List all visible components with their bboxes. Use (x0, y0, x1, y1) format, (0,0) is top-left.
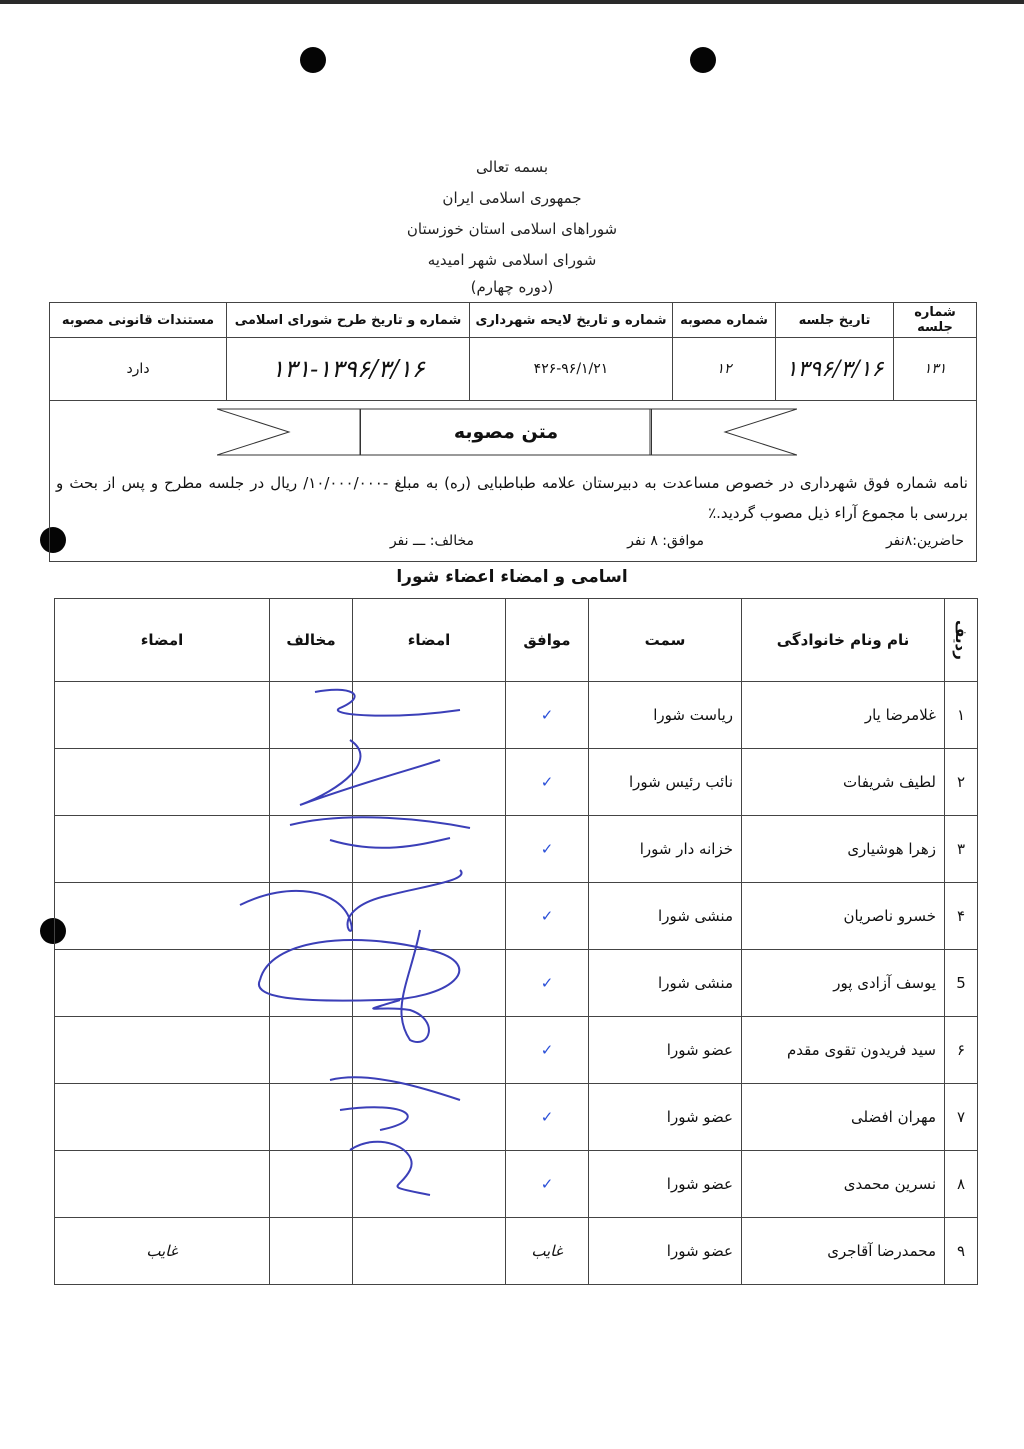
member-agree-mark: ✓ (506, 1017, 589, 1084)
member-disagree-mark (270, 883, 353, 950)
member-role: ریاست شورا (589, 682, 742, 749)
member-agree-mark: ✓ (506, 883, 589, 950)
members-table (54, 598, 978, 1285)
col-agree: موافق (506, 599, 589, 682)
member-name: مهران افضلی (742, 1084, 945, 1151)
col-resolution-number: شماره مصوبه (673, 303, 776, 338)
member-disagree-signature (55, 1084, 270, 1151)
col-role: سمت (589, 599, 742, 682)
member-disagree-signature (55, 950, 270, 1017)
council-plan-number: ۱۳۱-۱۳۹۶/۳/۱۶ (227, 338, 470, 401)
col-row: ردیف (945, 599, 978, 682)
member-role: عضو شورا (589, 1084, 742, 1151)
member-row (55, 1017, 978, 1084)
member-name: خسرو ناصریان (742, 883, 945, 950)
member-row-number: ۹ (945, 1218, 978, 1285)
member-agree-mark: ✓ (506, 816, 589, 883)
member-disagree-mark (270, 1017, 353, 1084)
header-line: (دوره چهارم) (470, 278, 554, 296)
resolution-title: متن مصوبه (360, 409, 652, 455)
member-disagree-signature (55, 816, 270, 883)
info-header-row (50, 303, 977, 338)
member-row-number: ۲ (945, 749, 978, 816)
resolution-number: ۱۲ (673, 338, 776, 401)
member-agree-mark: ✓ (506, 950, 589, 1017)
member-row-number: ۷ (945, 1084, 978, 1151)
col-legal-basis: مستندات قانونی مصوبه (50, 303, 227, 338)
member-row-number: ۳ (945, 816, 978, 883)
member-name: سید فریدون تقوی مقدم (742, 1017, 945, 1084)
page-top-edge (0, 0, 1024, 4)
member-row (55, 1218, 978, 1285)
member-name: لطیف شریفات (742, 749, 945, 816)
letterhead (312, 152, 712, 298)
member-disagree-signature (55, 1017, 270, 1084)
col-session-number: شماره جلسه (894, 303, 977, 338)
member-agree-signature (353, 816, 506, 883)
member-role: عضو شورا (589, 1151, 742, 1218)
member-name: محمدرضا آقاجری (742, 1218, 945, 1285)
member-agree-mark: ✓ (506, 682, 589, 749)
member-row (55, 950, 978, 1017)
col-name: نام ونام خانوادگی (742, 599, 945, 682)
info-value-row (50, 338, 977, 401)
member-disagree-mark (270, 682, 353, 749)
member-disagree-mark (270, 1218, 353, 1285)
member-role: خزانه دار شورا (589, 816, 742, 883)
member-row (55, 749, 978, 816)
member-role: عضو شورا (589, 1218, 742, 1285)
session-info-table (49, 302, 977, 401)
member-agree-mark: غایب (506, 1218, 589, 1285)
member-agree-signature (353, 1017, 506, 1084)
member-agree-mark: ✓ (506, 1151, 589, 1218)
member-disagree-signature (55, 1151, 270, 1218)
present-count: حاضرین:۸نفر (885, 533, 964, 549)
header-line: جمهوری اسلامی ایران (442, 189, 582, 207)
col-agree-sign: امضاء (353, 599, 506, 682)
members-title: اسامی و امضاء اعضاء شورا (396, 567, 628, 587)
member-disagree-mark (270, 950, 353, 1017)
member-row-number: ۱ (945, 682, 978, 749)
agree-count: موافق: ۸ نفر (627, 533, 704, 549)
member-row-number: ۸ (945, 1151, 978, 1218)
member-role: نائب رئیس شورا (589, 749, 742, 816)
member-row (55, 682, 978, 749)
member-name: زهرا هوشیاری (742, 816, 945, 883)
member-disagree-signature (55, 749, 270, 816)
member-row (55, 1151, 978, 1218)
member-agree-mark: ✓ (506, 1084, 589, 1151)
members-header-row (55, 599, 978, 682)
disagree-count: مخالف: ـــ نفر (389, 533, 474, 549)
member-row (55, 816, 978, 883)
member-disagree-mark (270, 1151, 353, 1218)
header-line: شوراهای اسلامی استان خوزستان (406, 220, 618, 238)
member-disagree-mark (270, 816, 353, 883)
municipal-bill-number: ۴۲۶-۹۶/۱/۲۱ (470, 338, 673, 401)
resolution-text: نامه شماره فوق شهرداری در خصوص مساعدت به دبیرستان علامه طباطبایی (ره) به مبلغ -۱۰/۰۰۰/۰۰۰/ ریال در جلسه مطرح و پس از بحث و بررسی با مجموع آراء ذیل مصوب گردید.٪ (56, 474, 968, 522)
member-row (55, 1084, 978, 1151)
member-row-number: ۴ (945, 883, 978, 950)
member-agree-signature (353, 682, 506, 749)
header-line: بسمه تعالی (475, 158, 549, 176)
member-agree-signature (353, 1084, 506, 1151)
member-role: منشی شورا (589, 950, 742, 1017)
punch-hole (690, 47, 716, 73)
member-agree-signature (353, 1218, 506, 1285)
member-row-number: 5 (945, 950, 978, 1017)
member-name: یوسف آزادی پور (742, 950, 945, 1017)
member-agree-signature (353, 749, 506, 816)
member-disagree-mark (270, 1084, 353, 1151)
col-municipal-bill: شماره و تاریخ لایحه شهرداری (470, 303, 673, 338)
member-disagree-mark (270, 749, 353, 816)
member-name: غلامرضا یار (742, 682, 945, 749)
header-line: شورای اسلامی شهر امیدیه (427, 251, 597, 269)
member-disagree-signature: غایب (55, 1218, 270, 1285)
member-role: عضو شورا (589, 1017, 742, 1084)
member-name: نسرین محمدی (742, 1151, 945, 1218)
col-session-date: تاریخ جلسه (776, 303, 894, 338)
member-disagree-signature (55, 883, 270, 950)
member-agree-signature (353, 883, 506, 950)
member-disagree-signature (55, 682, 270, 749)
member-agree-mark: ✓ (506, 749, 589, 816)
col-disagree: مخالف (270, 599, 353, 682)
session-date: ۱۳۹۶/۳/۱۶ (776, 338, 894, 401)
member-agree-signature (353, 1151, 506, 1218)
member-agree-signature (353, 950, 506, 1017)
legal-basis: دارد (50, 338, 227, 401)
member-role: منشی شورا (589, 883, 742, 950)
member-row-number: ۶ (945, 1017, 978, 1084)
col-council-plan: شماره و تاریخ طرح شورای اسلامی (227, 303, 470, 338)
col-disagree-sign: امضاء (55, 599, 270, 682)
session-number: ۱۳۱ (894, 338, 977, 401)
member-row (55, 883, 978, 950)
punch-hole (300, 47, 326, 73)
